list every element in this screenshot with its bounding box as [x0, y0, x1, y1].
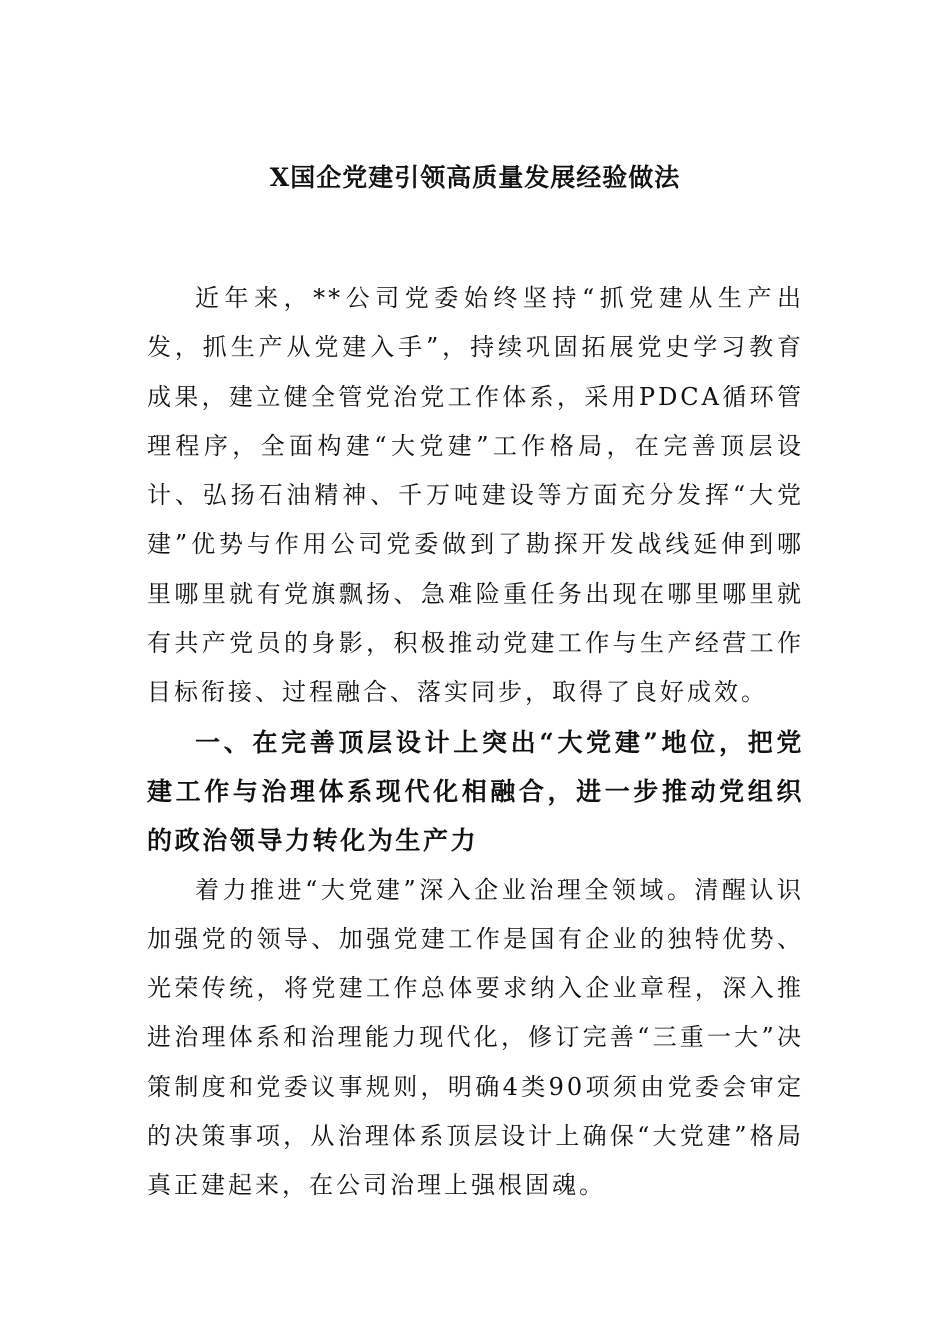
section-1-paragraph: 着力推进“大党建”深入企业治理全领域。清醒认识加强党的领导、加强党建工作是国有企业的独特优势、光荣传统，将党建工作总体要求纳入企业章程，深入推进治理体系和治理能力现代化，修订完善“三重一大”决策制度和党委议事规则，明确4类90项须由党委会审定的决策事项，从治理体系顶层设计上确保“大党建”格局真正建起来，在公司治理上强根固魂。 [147, 875, 804, 1200]
document-body [147, 274, 804, 1211]
intro-paragraph: 近年来，**公司党委始终坚持“抓党建从生产出发，抓生产从党建入手”，持续巩固拓展党史学习教育成果，建立健全管党治党工作体系，采用PDCA循环管理程序，全面构建“大党建”工作格局，在完善顶层设计、弘扬石油精神、千万吨建设等方面充分发挥“大党建”优势与作用公司党委做到了勘探开发战线延伸到哪里哪里就有党旗飘扬、急难险重任务出现在哪里哪里就有共产党员的身影，积极推动党建工作与生产经营工作目标衔接、过程融合、落实同步，取得了良好成效。 [147, 284, 804, 707]
document-title: X国企党建引领高质量发展经验做法 [269, 163, 681, 192]
section-heading-1: 一、在完善顶层设计上突出“大党建”地位，把党建工作与治理体系现代化相融合，进一步推动党组织的政治领导力转化为生产力 [147, 727, 804, 856]
